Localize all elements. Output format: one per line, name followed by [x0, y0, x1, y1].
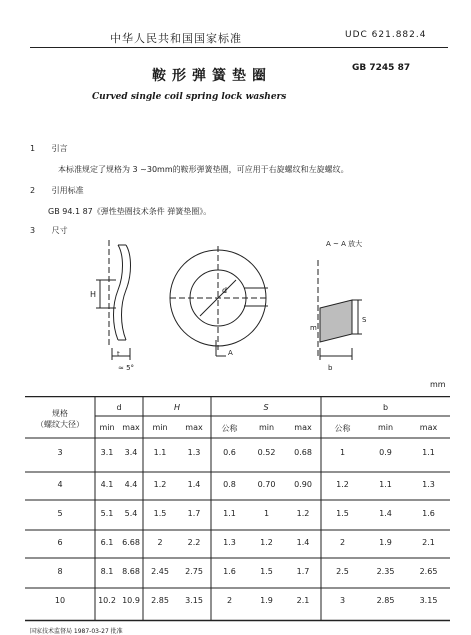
table-cell: 4.4: [124, 480, 138, 489]
table-cell: 2.1: [296, 596, 310, 605]
table-cell: 1.4: [379, 509, 392, 518]
table-cell: 1.2: [336, 480, 349, 489]
table-cell: 2.85: [376, 596, 395, 605]
group-header-s: S: [263, 403, 269, 412]
table-cell: 2.65: [419, 567, 438, 576]
dim-m-label: m: [310, 324, 317, 332]
table-cell: 1.9: [260, 596, 273, 605]
table-cell: 6.68: [122, 538, 140, 547]
standard-org-title: 中华人民共和国国家标准: [110, 32, 242, 45]
table-cell: 5.1: [100, 509, 114, 518]
section-2-title: 引用标准: [51, 186, 84, 195]
table-cell-spec: 8: [57, 567, 63, 576]
subheader-b-min: min: [377, 423, 394, 432]
table-cell: 1.7: [296, 567, 310, 576]
front-view: [170, 246, 268, 356]
section-1-number: 1: [30, 144, 36, 153]
table-cell: 2: [226, 596, 233, 605]
section-1-heading: [30, 143, 68, 154]
table-cell: 2.85: [151, 596, 169, 605]
dim-h-label: H: [90, 290, 97, 299]
dim-t-label: t: [117, 350, 120, 358]
table-cell-spec: 5: [57, 509, 63, 518]
table-cell: 0.90: [294, 480, 312, 489]
table-cell: 8.68: [122, 567, 140, 576]
subheader-h-min: min: [152, 423, 168, 432]
table-cell: 3.4: [124, 448, 138, 457]
table-cell: 1.9: [379, 538, 392, 547]
subheader-s-max: max: [294, 423, 312, 432]
dim-b-label: b: [328, 364, 333, 372]
table-cell: 4.1: [100, 480, 114, 489]
table-cell: 2.75: [185, 567, 203, 576]
header-spec-line2: （螺纹大径）: [36, 420, 84, 429]
subheader-s-nominal: 公称: [221, 424, 238, 433]
table-cell: 8.1: [100, 567, 114, 576]
table-cell: 1.2: [260, 538, 273, 547]
table-cell: 2.1: [422, 538, 435, 547]
table-cell: 2.5: [336, 567, 349, 576]
dim-deg-label: ≈ 5°: [118, 364, 135, 372]
table-cell-spec: 10: [54, 596, 66, 605]
group-header-b: b: [382, 403, 389, 412]
table-cell: 2: [157, 538, 163, 547]
washer-drawing: [0, 230, 471, 380]
table-cell: 1.1: [422, 448, 435, 457]
side-view: [96, 240, 131, 360]
header-rule: [30, 47, 448, 48]
subheader-d-max: max: [122, 423, 140, 432]
table-cell: 0.52: [257, 448, 276, 457]
table-cell: 3: [339, 596, 346, 605]
table-cell: 1: [263, 509, 270, 518]
table-cell: 2.2: [187, 538, 201, 547]
table-cell: 1.6: [223, 567, 236, 576]
table-cell: 1.3: [223, 538, 236, 547]
section-3-title: 尺寸: [51, 226, 68, 235]
dim-d-label: d: [222, 286, 228, 295]
table-cell: 0.68: [294, 448, 312, 457]
section-3-number: 3: [30, 226, 36, 235]
table-cell-spec: 4: [57, 480, 63, 489]
subheader-s-min: min: [258, 423, 275, 432]
section-2-number: 2: [30, 186, 36, 195]
group-header-d: d: [116, 403, 122, 412]
table-cell: 1.1: [223, 509, 236, 518]
table-cell: 2.35: [376, 567, 395, 576]
table-cell: 2.45: [151, 567, 169, 576]
table-cell: 3.1: [100, 448, 114, 457]
table-cell: 1.2: [296, 509, 310, 518]
table-cell: 5.4: [124, 509, 138, 518]
table-cell: 3.15: [185, 596, 203, 605]
table-cell: 1: [339, 448, 346, 457]
approval-footer: 国家技术监督局 1987-03-27 批准: [30, 628, 123, 635]
dim-a-label: A: [228, 349, 233, 357]
subheader-b-nominal: 公称: [334, 424, 351, 433]
table-cell: 0.6: [223, 448, 236, 457]
table-cell: 1.5: [336, 509, 349, 518]
header-spec-label: [25, 408, 95, 430]
section-1-body: 本标准规定了规格为 3 ~30mm的鞍形弹簧垫圈，可应用于右旋螺纹和左旋螺纹。: [58, 165, 349, 174]
table-cell: 1.4: [187, 480, 201, 489]
subheader-d-min: min: [99, 423, 115, 432]
udc-code: UDC 621.882.4: [345, 30, 427, 40]
section-2-heading: [30, 185, 84, 196]
section-detail: [318, 260, 362, 360]
table-cell: 2: [339, 538, 346, 547]
table-cell: 1.6: [422, 509, 435, 518]
table-cell: 0.70: [257, 480, 276, 489]
header-spec-line1: 规格: [52, 409, 68, 418]
table-unit: mm: [430, 380, 446, 389]
table-cell: 10.9: [122, 596, 140, 605]
table-cell: 1.4: [296, 538, 310, 547]
gb-number: GB 7245 87: [352, 63, 411, 73]
group-header-h: H: [173, 403, 180, 412]
section-1-title: 引言: [51, 144, 68, 153]
table-cell: 1.5: [153, 509, 167, 518]
dimension-table: [25, 396, 450, 628]
subheader-h-max: max: [185, 423, 203, 432]
table-cell: 10.2: [98, 596, 116, 605]
dim-s-label: S: [362, 316, 367, 324]
table-cell: 0.9: [379, 448, 392, 457]
table-cell: 1.3: [187, 448, 201, 457]
table-cell-spec: 3: [57, 448, 63, 457]
table-cell: 1.2: [153, 480, 167, 489]
english-title: Curved single coil spring lock washers: [92, 92, 287, 102]
table-cell: 1.1: [379, 480, 392, 489]
table-cell: 3.15: [419, 596, 438, 605]
document-title: 鞍形弹簧垫圈: [152, 68, 272, 84]
table-cell: 1.7: [187, 509, 201, 518]
table-cell: 1.1: [153, 448, 167, 457]
detail-view-label: A ~ A 放大: [326, 240, 363, 248]
table-cell: 1.5: [260, 567, 273, 576]
table-cell: 0.8: [223, 480, 236, 489]
table-cell: 6.1: [100, 538, 114, 547]
table-cell: 1.3: [422, 480, 435, 489]
subheader-b-max: max: [419, 423, 438, 432]
section-2-body: GB 94.1 87《弹性垫圈技术条件 弹簧垫圈》。: [48, 207, 212, 216]
table-cell-spec: 6: [57, 538, 63, 547]
